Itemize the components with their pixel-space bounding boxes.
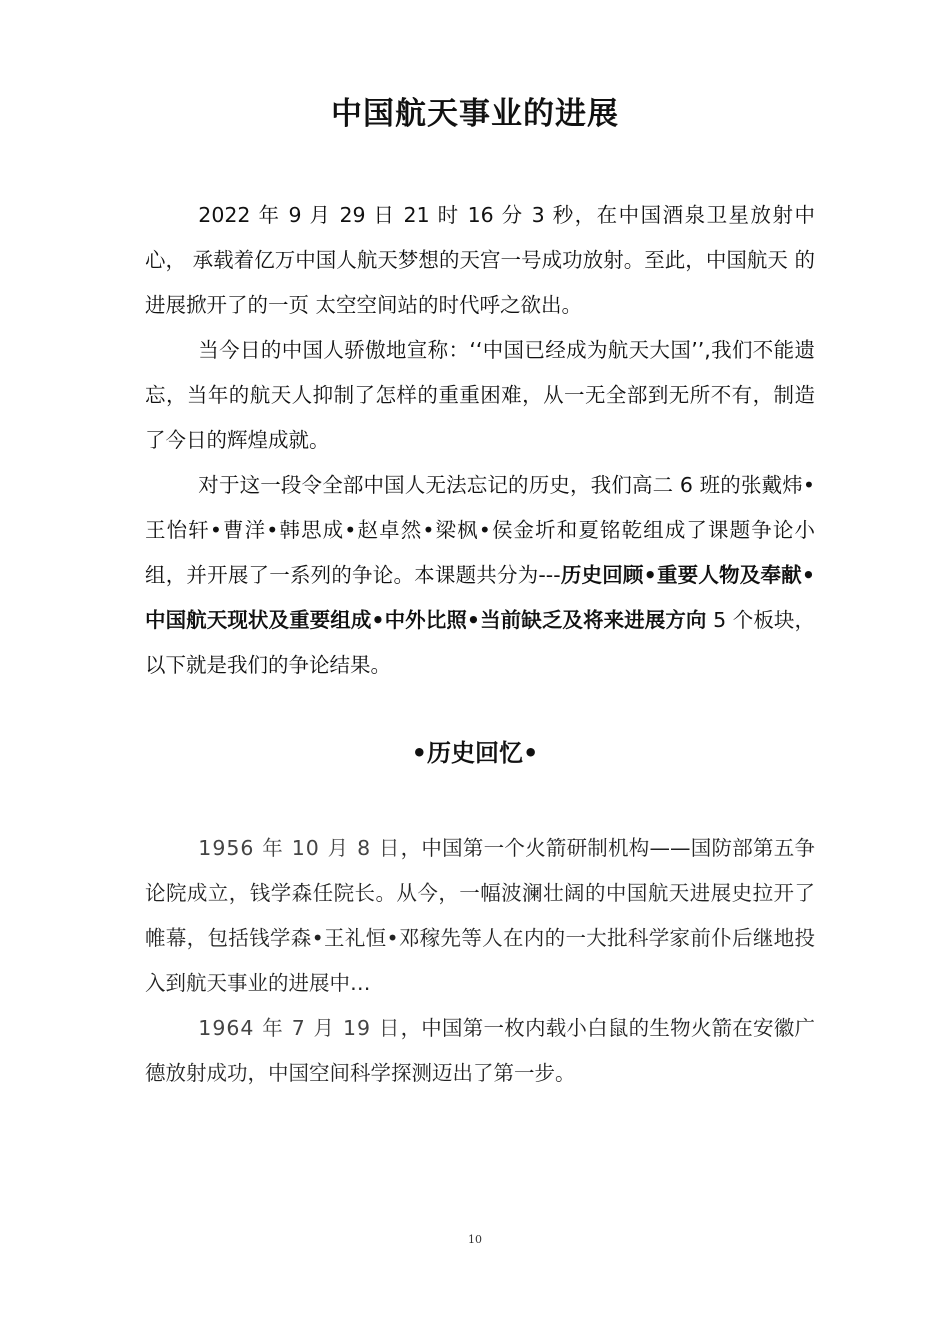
page-title: 中国航天事业的进展 (331, 96, 619, 132)
intro-paragraph-3-lead: 对于这一段令全部中国人无法忘记的历史，我们高二 6 班的张戴炜•王怡轩•曹洋•韩思成•赵卓然•梁枫•侯金圻和夏铭乾组成了课题争论小组，并开展了一系列的争论。本课题共分为--- (145, 473, 815, 587)
page-number: 10 (468, 1233, 482, 1246)
intro-paragraph-3 (145, 463, 815, 688)
intro-section (145, 193, 815, 688)
intro-paragraph-1: 2022 年 9 月 29 日 21 时 16 分 3 秒，在中国酒泉卫星放射中心， 承载着亿万中国人航天梦想的天宫一号成功放射。至此，中国航天 的进展掀开了的一页 太空空间站的时代呼之欲出。 (145, 203, 815, 317)
intro-paragraph-3-tail: 5 个板块，以下就是我们的争论结果。 (145, 608, 815, 677)
history-paragraph-2-date: 1964 年 7 月 19 日 (198, 1016, 401, 1040)
intro-paragraph-2: 当今日的中国人骄傲地宣称：‘‘中国已经成为航天大国’’,我们不能遗忘，当年的航天人抑制了怎样的重重困难，从一无全部到无所不有，制造了今日的辉煌成就。 (145, 338, 815, 452)
history-paragraph-1-text: ，中国第一个火箭研制机构——国防部第五争论院成立，钱学森任院长。从今，一幅波澜壮阔的中国航天进展史拉开了帷幕，包括钱学森•王礼恒•邓稼先等人在内的一大批科学家前仆后继地投入到航天事业的进展中… (145, 836, 815, 995)
history-paragraph-1 (145, 826, 815, 1006)
intro-paragraph-3-sections: 历史回顾•重要人物及奉献•中国航天现状及重要组成•中外比照•当前缺乏及将来进展方向 (145, 563, 815, 632)
history-paragraph-2 (145, 1006, 815, 1096)
history-paragraph-1-date: 1956 年 10 月 8 日 (198, 836, 401, 860)
section-heading-history: •历史回忆• (411, 739, 539, 767)
history-paragraph-2-text: ，中国第一枚内载小白鼠的生物火箭在安徽广德放射成功，中国空间科学探测迈出了第一步。 (145, 1016, 816, 1085)
history-section (145, 826, 815, 1096)
